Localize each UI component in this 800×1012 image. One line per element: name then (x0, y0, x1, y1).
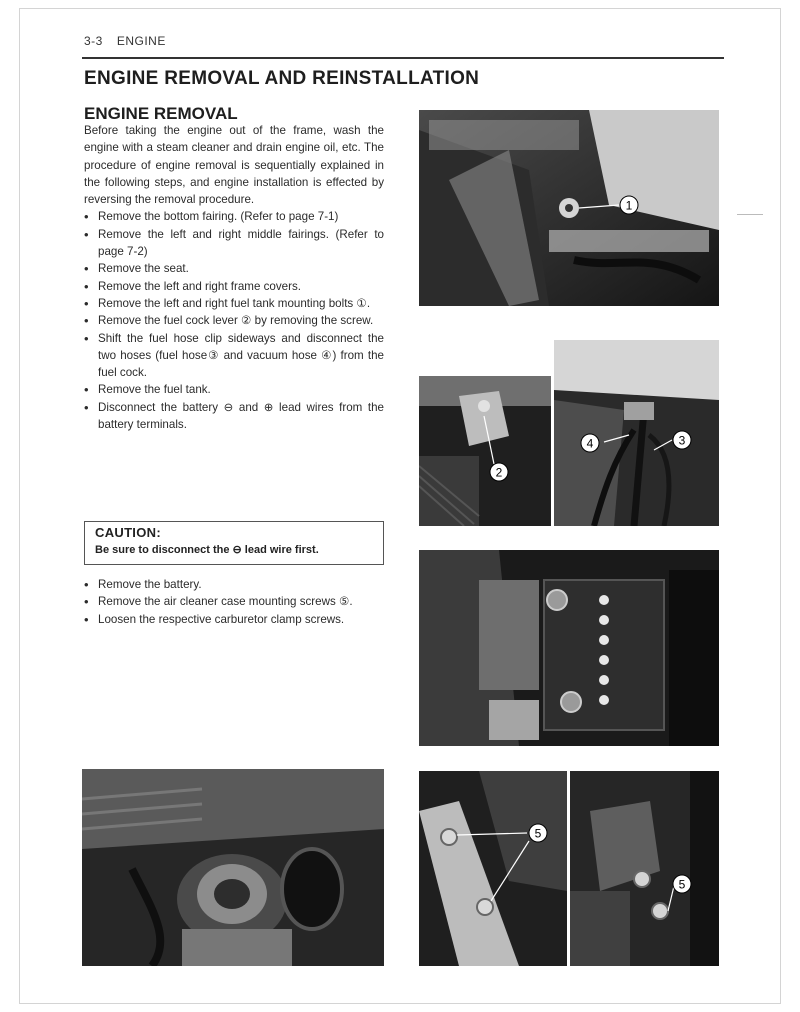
list-item: • Remove the fuel tank. (84, 381, 384, 398)
header-rule (82, 57, 724, 59)
photo-fuel-hoses (554, 340, 719, 526)
caution-box (84, 521, 384, 565)
section-subtitle: ENGINE REMOVAL (84, 104, 238, 123)
caution-title: CAUTION: (95, 525, 161, 540)
page-title: ENGINE REMOVAL AND REINSTALLATION (84, 68, 480, 89)
list-item: • Disconnect the battery ⊖ and ⊕ lead wires from the battery terminals. (84, 399, 384, 434)
list-item: • Remove the seat. (84, 260, 384, 277)
photo-air-cleaner-screws-left (419, 771, 567, 966)
page-number: 3-3 (84, 34, 103, 48)
list-item: • Remove the bottom fairing. (Refer to page 7-1) (84, 208, 384, 225)
intro-paragraph: Before taking the engine out of the frame, wash the engine with a steam cleaner and drain engine oil, etc. The procedure of engine removal is sequentially explained in the following steps, and engine installation is effected by reversing the removal procedure. (84, 124, 384, 207)
list-item: • Remove the battery. (84, 576, 384, 593)
list-item: • Remove the air cleaner case mounting screws ⑤. (84, 593, 384, 610)
step-list-2 (84, 576, 384, 628)
photo-fuel-tank-bolt (419, 110, 719, 306)
caution-text: Be sure to disconnect the ⊖ lead wire first. (95, 544, 319, 556)
photo-battery (419, 550, 719, 746)
photo-air-cleaner-screws-right (570, 771, 719, 966)
callout-label: 3 (678, 433, 686, 448)
list-item: • Remove the fuel cock lever ② by removing the screw. (84, 312, 384, 329)
step-list (84, 208, 384, 433)
callout-label: 5 (534, 826, 542, 841)
list-item: • Remove the left and right fuel tank mounting bolts ①. (84, 295, 384, 312)
list-item: • Shift the fuel hose clip sideways and disconnect the two hoses (fuel hose③ and vacuum hose ④) from the fuel cock. (84, 330, 384, 382)
callout-label: 5 (678, 877, 686, 892)
instructions-column (84, 122, 384, 433)
callout-label: 1 (625, 198, 633, 213)
section-name: ENGINE (116, 34, 166, 48)
photo-carburetor (82, 769, 384, 966)
list-item: • Remove the left and right middle fairings. (Refer to page 7-2) (84, 226, 384, 261)
running-header (84, 34, 180, 48)
instructions-continued (84, 576, 384, 628)
callout-label: 4 (586, 436, 594, 451)
list-item: • Loosen the respective carburetor clamp screws. (84, 611, 384, 628)
photo-fuel-cock-lever (419, 376, 551, 526)
callout-label: 2 (495, 465, 503, 480)
list-item: • Remove the left and right frame covers. (84, 278, 384, 295)
margin-mark (737, 214, 763, 215)
